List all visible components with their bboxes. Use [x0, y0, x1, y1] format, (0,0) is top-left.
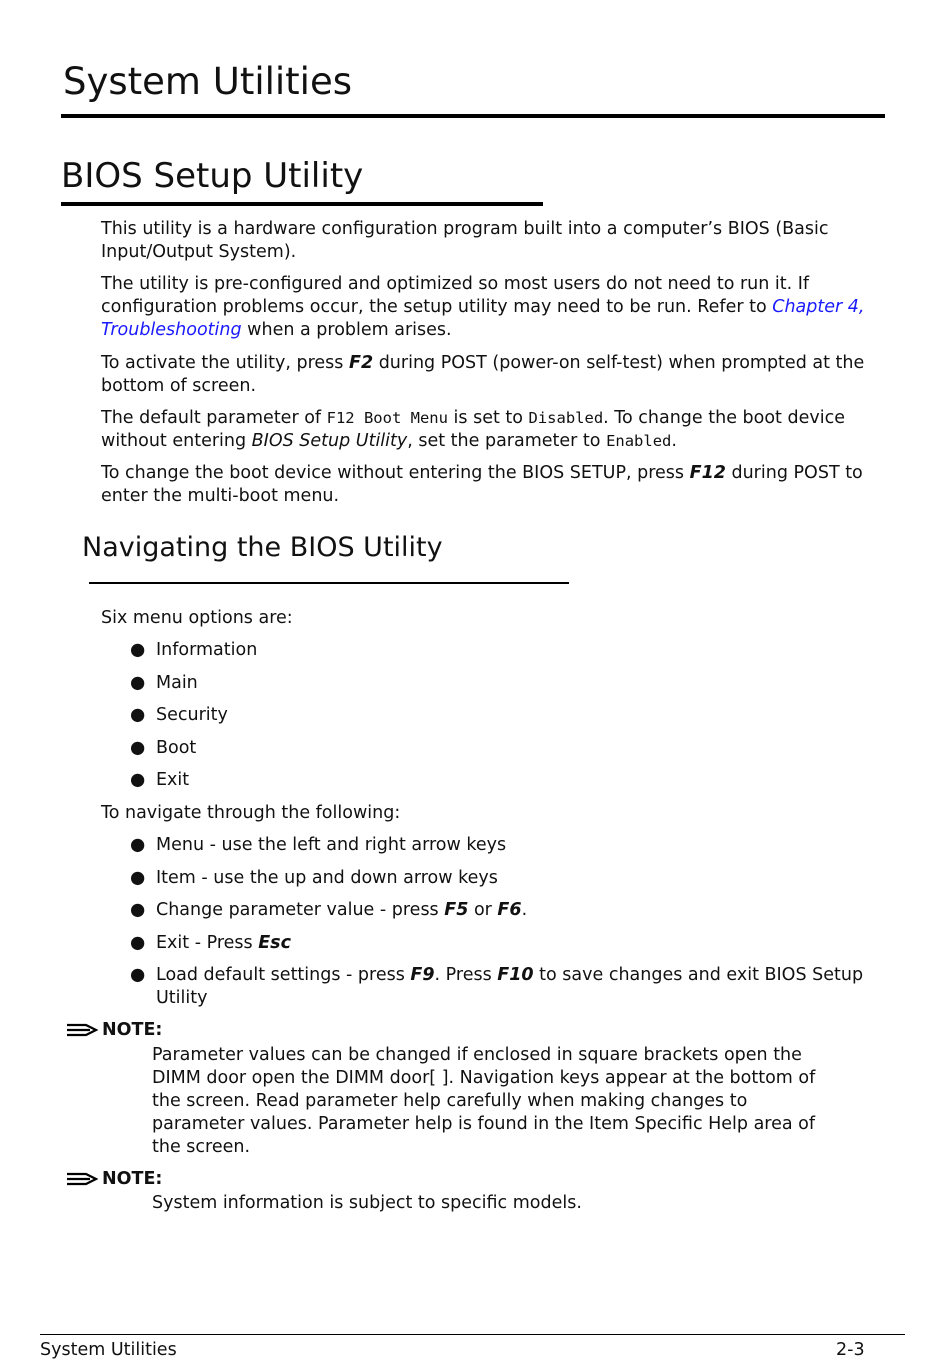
navigating-title: Navigating the BIOS Utility — [82, 532, 443, 563]
section-title: BIOS Setup Utility — [61, 156, 364, 196]
footer-rule — [40, 1334, 905, 1335]
menu-options-list — [128, 639, 868, 802]
key-esc: Esc — [258, 932, 291, 953]
list-item — [128, 867, 868, 890]
intro-p4-text-d: , set the parameter to — [407, 431, 607, 451]
bullet-icon: ● — [130, 705, 146, 725]
list-item — [128, 769, 868, 792]
note-label: NOTE: — [102, 1169, 163, 1189]
note-heading-1 — [66, 1020, 162, 1040]
intro-paragraph-4 — [101, 407, 891, 453]
list-item — [128, 639, 868, 662]
navigate-intro: To navigate through the following: — [101, 803, 401, 823]
intro-p4-text-e: . — [671, 431, 677, 451]
intro-paragraph-2 — [101, 273, 891, 342]
intro-p5-text-b: during POST to enter the multi-boot menu. — [101, 463, 863, 506]
bullet-icon: ● — [130, 770, 146, 790]
bullet-icon: ● — [130, 965, 146, 985]
key-f2: F2 — [348, 353, 374, 373]
nav-menu-item: Menu - use the left and right arrow keys — [156, 835, 507, 855]
bullet-icon: ● — [130, 640, 146, 660]
bullet-icon: ● — [130, 900, 146, 920]
key-f6: F6 — [497, 900, 522, 920]
note-heading-2 — [66, 1169, 162, 1189]
bios-setup-utility-term: BIOS Setup Utility — [251, 431, 408, 451]
key-f10: F10 — [497, 965, 534, 985]
note-pencil-icon — [66, 1170, 98, 1188]
intro-p4-text-a: The default parameter of — [101, 408, 327, 428]
note-text-1: Parameter values can be changed if enclosed in square brackets open the DIMM door open the DIMM door[ ]. Navigation keys appear at the bottom of the screen. Read parameter help carefully when making changes to parameter values. Parameter help is found in the Item Specific Help area of the screen. — [152, 1045, 816, 1157]
chapter-4-link[interactable]: Chapter 4, Troubleshooting — [101, 297, 865, 340]
list-item — [128, 932, 868, 955]
key-f5: F5 — [444, 900, 469, 920]
bullet-icon: ● — [130, 672, 146, 693]
intro-p3-text-a: To activate the utility, press — [101, 353, 349, 373]
menu-option-information: Information — [156, 640, 258, 660]
list-item — [128, 737, 868, 760]
chapter-title: System Utilities — [63, 60, 352, 103]
intro-paragraph-3 — [101, 352, 891, 398]
page-number: 2-3 — [836, 1340, 865, 1360]
nav-exit-text: Exit - Press — [156, 932, 259, 953]
nav-item-item: Item - use the up and down arrow keys — [156, 867, 498, 888]
code-disabled: Disabled — [528, 409, 604, 427]
list-item — [128, 672, 868, 695]
menu-option-boot: Boot — [156, 737, 197, 758]
nav-change-text-b: or — [468, 900, 498, 920]
code-enabled: Enabled — [606, 432, 672, 450]
intro-p4-text-c: . To change the boot device without entering — [101, 408, 845, 451]
navigating-title-rule — [89, 582, 569, 584]
bullet-icon: ● — [130, 932, 146, 953]
menu-option-exit: Exit — [156, 770, 190, 790]
intro-paragraph-5 — [101, 462, 891, 508]
menu-option-security: Security — [156, 705, 228, 725]
nav-defaults-text-c: to save changes and exit BIOS Setup Utility — [156, 965, 864, 1008]
intro-p2-text-a: The utility is pre-configured and optimized so most users do not need to run it. If configuration problems occur, the setup utility may need to be run. Refer to — [101, 274, 810, 317]
key-f12: F12 — [689, 463, 726, 483]
chapter-title-rule — [61, 114, 885, 118]
list-item — [128, 899, 868, 922]
note-pencil-icon — [66, 1021, 98, 1039]
intro-p4-text-b: is set to — [447, 408, 529, 428]
bullet-icon: ● — [130, 737, 146, 758]
intro-paragraph-1: This utility is a hardware configuration program built into a computer’s BIOS (Basic Input/Output System). — [101, 219, 829, 262]
note-label: NOTE: — [102, 1020, 163, 1040]
nav-change-text-c: . — [521, 900, 528, 920]
intro-p2-text-b: when a problem arises. — [241, 320, 452, 340]
list-item — [128, 834, 868, 857]
note-text-2: System information is subject to specific models. — [152, 1193, 582, 1213]
list-item — [128, 964, 868, 1010]
menu-options-intro: Six menu options are: — [101, 608, 293, 628]
nav-defaults-text-b: . Press — [434, 965, 498, 985]
bullet-icon: ● — [130, 867, 146, 888]
footer-section-name: System Utilities — [40, 1340, 177, 1360]
key-f9: F9 — [410, 965, 435, 985]
nav-defaults-text-a: Load default settings - press — [156, 965, 411, 985]
intro-p5-text-a: To change the boot device without entering the BIOS SETUP, press — [101, 463, 690, 483]
navigation-keys-list — [128, 834, 868, 1020]
bullet-icon: ● — [130, 835, 146, 855]
section-title-rule — [61, 202, 543, 206]
intro-p3-text-b: during POST (power-on self-test) when prompted at the bottom of screen. — [101, 353, 865, 396]
nav-change-text-a: Change parameter value - press — [156, 900, 445, 920]
list-item — [128, 704, 868, 727]
menu-option-main: Main — [156, 672, 198, 693]
code-f12-boot-menu: F12 Boot Menu — [326, 409, 448, 427]
